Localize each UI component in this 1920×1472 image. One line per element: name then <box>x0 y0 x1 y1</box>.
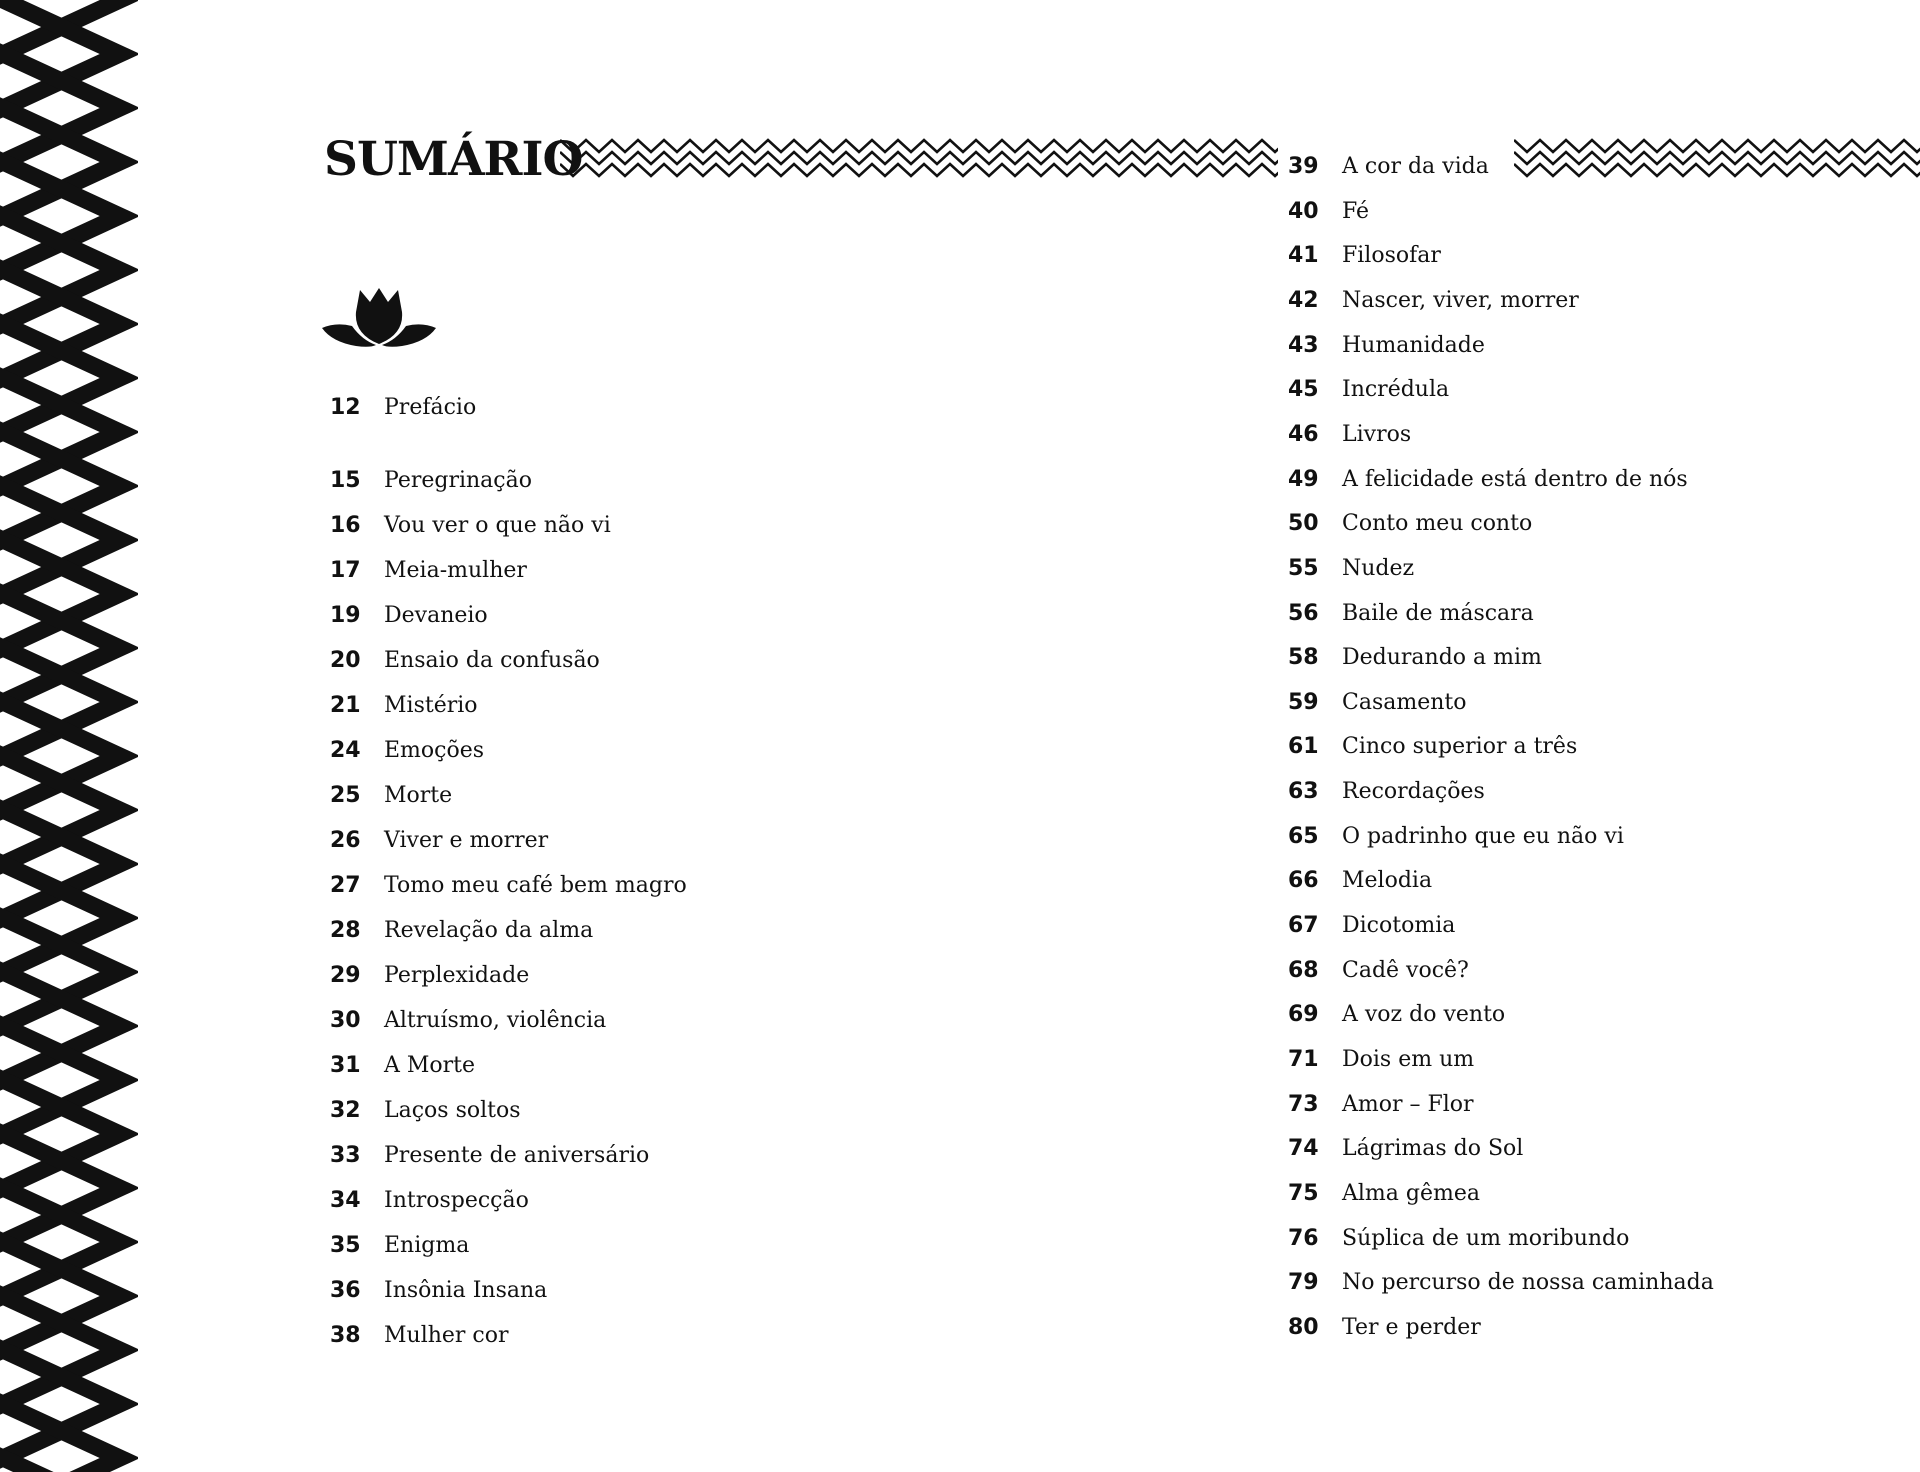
toc-page-number: 73 <box>1288 1092 1319 1117</box>
toc-entry-title: Fé <box>1342 199 1370 224</box>
toc-entry <box>330 1001 930 1041</box>
toc-entry-title: Cadê você? <box>1342 958 1469 983</box>
toc-page-number: 35 <box>330 1233 361 1258</box>
toc-entry-title: Introspecção <box>384 1188 529 1213</box>
toc-entry <box>1288 326 1888 366</box>
toc-page-number: 68 <box>1288 958 1319 983</box>
toc-entry-title: Dicotomia <box>1342 913 1456 938</box>
toc-entry-title: Incrédula <box>1342 377 1450 402</box>
toc-entry-title: Amor – Flor <box>1342 1092 1474 1117</box>
toc-page-number: 32 <box>330 1098 361 1123</box>
toc-entry <box>1288 147 1888 187</box>
toc-entry-title: Vou ver o que não vi <box>384 513 611 538</box>
toc-page-number: 27 <box>330 873 361 898</box>
toc-page-number: 12 <box>330 395 361 420</box>
toc-entry <box>330 1226 930 1266</box>
toc-page-number: 29 <box>330 963 361 988</box>
toc-page-number: 56 <box>1288 601 1319 626</box>
toc-entry-title: Devaneio <box>384 603 488 628</box>
page-title: SUMÁRIO <box>324 132 583 187</box>
toc-entry-title: Altruísmo, violência <box>384 1008 607 1033</box>
toc-entry-title: Nudez <box>1342 556 1415 581</box>
toc-entry-title: Enigma <box>384 1233 470 1258</box>
toc-entry-title: Viver e morrer <box>384 828 549 853</box>
toc-page-number: 30 <box>330 1008 361 1033</box>
toc-page-number: 40 <box>1288 199 1319 224</box>
toc-entry-title: Prefácio <box>384 395 477 420</box>
toc-entry <box>330 686 930 726</box>
toc-entry-title: Cinco superior a três <box>1342 734 1578 759</box>
toc-entry-title: Dedurando a mim <box>1342 645 1542 670</box>
toc-page-number: 76 <box>1288 1226 1319 1251</box>
toc-page-number: 20 <box>330 648 361 673</box>
toc-entry <box>1288 370 1888 410</box>
toc-page-number: 43 <box>1288 333 1319 358</box>
toc-page-number: 39 <box>1288 154 1319 179</box>
toc-entry-title: Humanidade <box>1342 333 1485 358</box>
toc-page-number: 17 <box>330 558 361 583</box>
toc-entry <box>330 596 930 636</box>
toc-entry-title: Tomo meu café bem magro <box>384 873 687 898</box>
toc-page-number: 45 <box>1288 377 1319 402</box>
toc-entry <box>1288 995 1888 1035</box>
toc-entry <box>330 776 930 816</box>
toc-entry <box>330 641 930 681</box>
toc-entry-title: Mulher cor <box>384 1323 509 1348</box>
toc-page-number: 46 <box>1288 422 1319 447</box>
zigzag-line <box>560 164 1278 176</box>
toc-entry <box>330 388 930 428</box>
toc-entry-title: Laços soltos <box>384 1098 521 1123</box>
toc-entry-title: Dois em um <box>1342 1047 1475 1072</box>
toc-page-number: 25 <box>330 783 361 808</box>
toc-entry <box>1288 1085 1888 1125</box>
toc-page-number: 80 <box>1288 1315 1319 1340</box>
toc-page-number: 21 <box>330 693 361 718</box>
toc-entry <box>1288 1129 1888 1169</box>
lotus-icon <box>322 282 436 348</box>
toc-entry-title: Conto meu conto <box>1342 511 1533 536</box>
toc-entry-title: O padrinho que eu não vi <box>1342 824 1624 849</box>
toc-entry-title: A cor da vida <box>1342 154 1489 179</box>
toc-entry <box>1288 727 1888 767</box>
toc-page-number: 42 <box>1288 288 1319 313</box>
toc-entry <box>1288 549 1888 589</box>
toc-page-number: 59 <box>1288 690 1319 715</box>
toc-entry-title: Presente de aniversário <box>384 1143 650 1168</box>
toc-page-number: 16 <box>330 513 361 538</box>
toc-entry <box>1288 1174 1888 1214</box>
toc-entry-title: Meia-mulher <box>384 558 527 583</box>
toc-entry <box>1288 906 1888 946</box>
toc-entry <box>1288 281 1888 321</box>
toc-entry-title: Insônia Insana <box>384 1278 548 1303</box>
toc-entry <box>330 461 930 501</box>
zigzag-line <box>560 140 1278 152</box>
toc-entry-title: A felicidade está dentro de nós <box>1342 467 1688 492</box>
toc-entry <box>330 731 930 771</box>
toc-entry-title: Morte <box>384 783 453 808</box>
toc-page-number: 33 <box>330 1143 361 1168</box>
toc-entry-title: Filosofar <box>1342 243 1441 268</box>
toc-page-number: 15 <box>330 468 361 493</box>
toc-page-number: 49 <box>1288 467 1319 492</box>
toc-entry-title: Emoções <box>384 738 485 763</box>
toc-page-number: 19 <box>330 603 361 628</box>
toc-entry-title: Livros <box>1342 422 1412 447</box>
toc-entry <box>330 911 930 951</box>
toc-entry <box>1288 460 1888 500</box>
toc-entry <box>1288 638 1888 678</box>
toc-entry <box>330 956 930 996</box>
toc-page-number: 34 <box>330 1188 361 1213</box>
toc-page-number: 79 <box>1288 1270 1319 1295</box>
toc-entry-title: Súplica de um moribundo <box>1342 1226 1630 1251</box>
toc-page-number: 41 <box>1288 243 1319 268</box>
toc-entry-title: Ensaio da confusão <box>384 648 600 673</box>
toc-page-number: 38 <box>330 1323 361 1348</box>
toc-page-number: 31 <box>330 1053 361 1078</box>
toc-entry <box>330 1046 930 1086</box>
toc-page-number: 75 <box>1288 1181 1319 1206</box>
zigzag-ornament-left <box>560 138 1278 182</box>
toc-page-number: 26 <box>330 828 361 853</box>
toc-entry <box>1288 504 1888 544</box>
toc-page-number: 36 <box>330 1278 361 1303</box>
toc-page-number: 66 <box>1288 868 1319 893</box>
toc-page-number: 61 <box>1288 734 1319 759</box>
toc-entry <box>330 1316 930 1356</box>
toc-entry <box>1288 1308 1888 1348</box>
toc-entry-title: Revelação da alma <box>384 918 594 943</box>
toc-entry <box>1288 1219 1888 1259</box>
toc-page-number: 50 <box>1288 511 1319 536</box>
toc-page-number: 69 <box>1288 1002 1319 1027</box>
toc-page-number: 65 <box>1288 824 1319 849</box>
toc-page-number: 74 <box>1288 1136 1319 1161</box>
toc-entry <box>1288 192 1888 232</box>
toc-entry <box>330 1091 930 1131</box>
toc-entry <box>1288 1263 1888 1303</box>
toc-entry-title: Nascer, viver, morrer <box>1342 288 1579 313</box>
toc-entry <box>1288 817 1888 857</box>
toc-page-number: 58 <box>1288 645 1319 670</box>
toc-entry-title: Recordações <box>1342 779 1485 804</box>
toc-entry <box>1288 1040 1888 1080</box>
toc-entry-title: Peregrinação <box>384 468 532 493</box>
toc-entry-title: Melodia <box>1342 868 1433 893</box>
toc-entry-title: No percurso de nossa caminhada <box>1342 1270 1714 1295</box>
toc-page-number: 71 <box>1288 1047 1319 1072</box>
toc-entry <box>330 821 930 861</box>
toc-entry <box>330 1136 930 1176</box>
toc-entry <box>330 1181 930 1221</box>
toc-entry-title: Mistério <box>384 693 478 718</box>
toc-page-number: 63 <box>1288 779 1319 804</box>
toc-entry <box>1288 236 1888 276</box>
toc-entry-title: Casamento <box>1342 690 1467 715</box>
toc-page-number: 24 <box>330 738 361 763</box>
toc-entry <box>1288 594 1888 634</box>
toc-entry <box>330 551 930 591</box>
toc-page-number: 67 <box>1288 913 1319 938</box>
toc-entry-title: Ter e perder <box>1342 1315 1481 1340</box>
toc-page-number: 28 <box>330 918 361 943</box>
toc-entry <box>330 866 930 906</box>
toc-entry <box>330 1271 930 1311</box>
toc-entry-title: Alma gêmea <box>1342 1181 1480 1206</box>
toc-page-number: 55 <box>1288 556 1319 581</box>
toc-entry <box>1288 861 1888 901</box>
toc-entry <box>1288 951 1888 991</box>
toc-entry <box>1288 683 1888 723</box>
toc-entry-title: Lágrimas do Sol <box>1342 1136 1524 1161</box>
toc-entry-title: Perplexidade <box>384 963 530 988</box>
toc-entry <box>330 506 930 546</box>
toc-entry <box>1288 772 1888 812</box>
chevron-pattern-band <box>0 0 138 1472</box>
toc-entry <box>1288 415 1888 455</box>
toc-entry-title: A Morte <box>384 1053 476 1078</box>
toc-entry-title: A voz do vento <box>1342 1002 1506 1027</box>
zigzag-line <box>560 152 1278 164</box>
toc-entry-title: Baile de máscara <box>1342 601 1534 626</box>
